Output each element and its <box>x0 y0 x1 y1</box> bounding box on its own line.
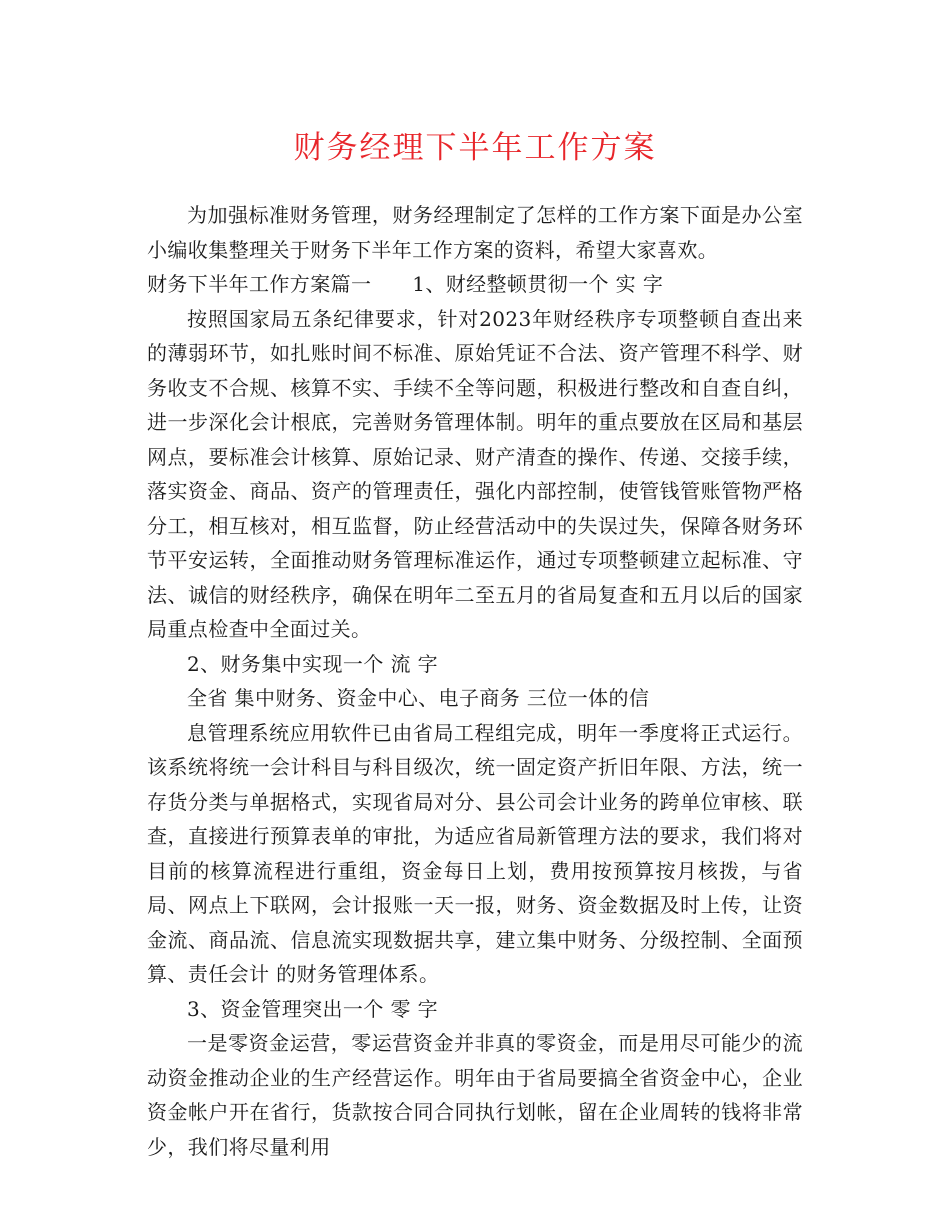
section-heading-2: 2、财务集中实现一个 流 字 <box>187 651 439 676</box>
section-2-lead-line: 全省 集中财务、资金中心、电子商务 三位一体的信 <box>187 686 650 710</box>
section-heading-1: 财务下半年工作方案篇一 1、财经整顿贯彻一个 实 字 <box>147 272 664 296</box>
section-2-paragraph: 息管理系统应用软件已由省局工程组完成，明年一季度将正式运行。该系统将统一会计科目与科目级次，统一固定资产折旧年限、方法，统一存货分类与单据格式，实现省局对分、县公司会计业务的跨单位审核、联查，直接进行预算表单的审批，为适应省局新管理方法的要求，我们将对目前的核算流程进行重组，资金每日上划，费用按预算按月核拨，与省局、网点上下联网，会计报账一天一报，财务、资金数据及时上传，让资金流、商品流、信息流实现数据共享，建立集中财务、分级控制、全面预算、责任会计 的财务管理体系。 <box>147 720 803 986</box>
document-body <box>147 198 803 1164</box>
intro-paragraph: 为加强标准财务管理，财务经理制定了怎样的工作方案下面是办公室小编收集整理关于财务下半年工作方案的资料，希望大家喜欢。 <box>147 203 803 262</box>
section-1-paragraph: 按照国家局五条纪律要求，针对2023年财经秩序专项整顿自查出来的薄弱环节，如扎账时间不标准、原始凭证不合法、资产管理不科学、财务收支不合规、核算不实、手续不全等问题，积极进行整改和自查自纠，进一步深化会计根底，完善财务管理体制。明年的重点要放在区局和基层网点，要标准会计核算、原始记录、财产清查的操作、传递、交接手续，落实资金、商品、资产的管理责任，强化内部控制，使管钱管账管物严格分工，相互核对，相互监督，防止经营活动中的失误过失，保障各财务环节平安运转，全面推动财务管理标准运作，通过专项整顿建立起标准、守法、诚信的财经秩序，确保在明年二至五月的省局复查和五月以后的国家局重点检查中全面过关。 <box>147 306 803 641</box>
document-title: 财务经理下半年工作方案 <box>293 130 657 166</box>
section-heading-3: 3、资金管理突出一个 零 字 <box>187 996 439 1021</box>
section-3-paragraph: 一是零资金运营，零运营资金并非真的零资金，而是用尽可能少的流动资金推动企业的生产经营运作。明年由于省局要搞全省资金中心，企业资金帐户开在省行，货款按合同合同执行划帐，留在企业周转的钱将非常少，我们将尽量利用 <box>147 1031 803 1159</box>
